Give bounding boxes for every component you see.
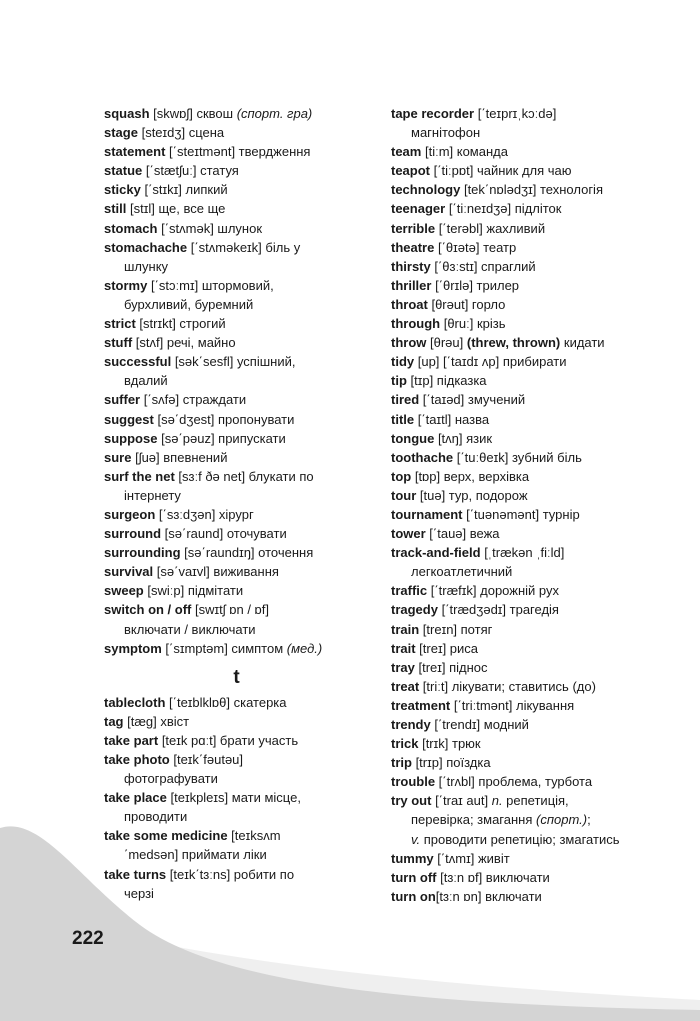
dictionary-entry — [104, 731, 389, 750]
entry-continuation: черзі — [124, 885, 154, 901]
entry-definition: [΄tiːpɒt] чайник для чаю — [430, 163, 572, 179]
entry-definition-noun: репетиція, — [502, 793, 569, 809]
entry-headword: throw — [391, 335, 427, 351]
entry-definition: [steɪdʒ] сцена — [137, 125, 225, 141]
entry-headword: throat — [391, 296, 428, 312]
entry-definition: [tek΄nɒlədʒɪ] технологія — [460, 182, 603, 198]
entry-headword: toothache — [391, 449, 454, 465]
entry-continuation: вдалий — [124, 373, 168, 389]
entry-definition: [΄teɪprɪˌkɔːdə] — [474, 106, 557, 121]
dictionary-entry — [391, 734, 691, 753]
entry-definition: [tiːm] команда — [421, 144, 508, 160]
dictionary-entry — [104, 505, 389, 524]
entry-headword: train — [391, 621, 420, 637]
entry-headword: try out — [391, 793, 432, 809]
dictionary-entry — [104, 180, 389, 199]
entry-definition: [΄triːtmənt] лікування — [450, 697, 575, 713]
entry-abbreviation: (спорт.) — [536, 812, 588, 828]
dictionary-entry — [391, 429, 691, 448]
entry-definition: [΄θrɪlə] трилер — [431, 277, 520, 293]
dictionary-entry — [104, 352, 389, 390]
entry-headword: trip — [391, 755, 412, 771]
entry-definition: [strɪkt] строгий — [135, 316, 226, 332]
entry-definition: [treɪn] потяг — [419, 621, 493, 637]
entry-headword: trait — [391, 640, 416, 656]
entry-headword: tour — [391, 487, 417, 503]
entry-definition: [΄trædʒədɪ] трагедія — [437, 602, 559, 618]
entry-definition: [tʌŋ] язик — [434, 430, 493, 446]
entry-headword: treat — [391, 678, 420, 694]
dictionary-entry — [391, 276, 691, 295]
entry-headword: terrible — [391, 220, 436, 236]
entry-headword: successful — [104, 354, 172, 370]
dictionary-entry — [104, 448, 389, 467]
entry-headword: tragedy — [391, 602, 438, 618]
dictionary-entry — [391, 849, 691, 868]
entry-definition: [teɪkpleɪs] мати місце, — [166, 790, 301, 806]
entry-definition: [teɪk΄tɜːns] робити по — [166, 866, 295, 882]
dictionary-entry — [391, 639, 691, 658]
entry-definition: [΄θɪətə] театр — [434, 239, 517, 255]
entries-t-section-left — [104, 693, 389, 903]
entry-headword: thirsty — [391, 258, 431, 274]
entry-definition: [tɜːn ɒf] виключати — [436, 869, 550, 885]
entry-headword: track-and-field — [391, 545, 481, 561]
entry-definition: [΄stɔːmɪ] штормовий, — [147, 277, 274, 293]
entry-definition: [΄tuənəmənt] турнір — [462, 506, 580, 522]
entry-headword: symptom — [104, 640, 162, 656]
entry-definition: [stʌf] речі, майно — [132, 335, 236, 351]
dictionary-entry — [104, 333, 389, 352]
entry-headword: surf the net — [104, 468, 175, 484]
entry-headword: stage — [104, 125, 138, 141]
entry-definition: [θrəut] горло — [427, 296, 506, 312]
entry-headword: take part — [104, 732, 159, 748]
dictionary-entry — [104, 219, 389, 238]
entry-definition: [treɪ] риса — [415, 640, 479, 656]
dictionary-entry — [104, 429, 389, 448]
dictionary-entry — [391, 677, 691, 696]
entry-headword: tower — [391, 526, 426, 542]
entry-definition: [sə΄dʒest] пропонувати — [153, 411, 295, 427]
entry-headword: suppose — [104, 430, 158, 446]
entry-headword: trendy — [391, 717, 431, 732]
entry-definition: [΄tauə] вежа — [425, 526, 500, 542]
entry-definition: [tɒp] верх, верхівка — [411, 468, 530, 484]
entry-continuation — [391, 830, 691, 849]
entry-definition: [΄θɜːstɪ] спраглий — [430, 258, 536, 274]
entry-definition: [trɪp] поїздка — [411, 755, 491, 771]
dictionary-entry — [104, 314, 389, 333]
entry-definition: [θruː] крізь — [440, 316, 506, 332]
entry-headword: suggest — [104, 411, 154, 427]
entry-definition: [tæg] хвіст — [123, 713, 190, 729]
entry-headword: thriller — [391, 277, 432, 293]
dictionary-entry — [391, 868, 691, 887]
entry-headword: statue — [104, 163, 143, 179]
dictionary-entry — [391, 142, 691, 161]
entry-definition: [΄sʌfə] страждати — [140, 392, 247, 408]
entry-continuation: магнітофон — [411, 125, 481, 141]
dictionary-entry — [104, 600, 389, 638]
entry-headword: trouble — [391, 774, 436, 790]
dictionary-entry — [391, 199, 691, 218]
dictionary-entry — [391, 295, 691, 314]
entry-definition: [treɪ] піднос — [414, 659, 488, 675]
entry-headword: strict — [104, 316, 136, 332]
entry-headword: title — [391, 411, 415, 427]
dictionary-entry — [391, 410, 691, 429]
entry-definition: [΄stʌmək] шлунок — [157, 220, 263, 236]
entry-definition: [΄sɪmptəm] симптом — [161, 640, 287, 656]
entry-definition: [΄træfɪk] дорожній рух — [427, 583, 559, 599]
entry-headword: take photo — [104, 752, 170, 767]
dictionary-entry — [391, 524, 691, 543]
dictionary-entry — [391, 180, 691, 199]
entry-continuation: легкоатлетичний — [411, 564, 513, 580]
entry-definition: [sə΄vaɪvl] виживання — [153, 564, 279, 580]
entry-definition: [skwɒʃ] сквош — [149, 106, 237, 121]
entry-headword: stomachache — [104, 239, 188, 255]
entry-definition: [΄taɪtl] назва — [414, 411, 490, 427]
entry-headword: tidy — [391, 354, 415, 370]
entry-headword: tired — [391, 392, 420, 408]
dictionary-entry — [391, 715, 691, 734]
entry-definition: [tɜːn ɒn] включати — [435, 888, 542, 904]
dictionary-entry — [104, 543, 389, 562]
dictionary-entry — [104, 390, 389, 409]
entry-headword: tag — [104, 713, 124, 729]
entry-continuation: шлунку — [124, 258, 169, 274]
entry-definition: [up] [΄taɪdɪ ʌp] прибирати — [414, 354, 567, 370]
entry-headword: surgeon — [104, 506, 156, 522]
entry-headword: traffic — [391, 583, 428, 599]
entry-headword: tray — [391, 659, 415, 675]
dictionary-entry — [391, 658, 691, 677]
entry-definition: [swiːp] підмітати — [143, 583, 244, 599]
right-column — [391, 104, 691, 906]
entry-definition: [΄tiːneɪdʒə] підліток — [445, 201, 562, 217]
dictionary-entry — [104, 238, 389, 276]
entry-definition: [sə΄raund] оточувати — [161, 526, 287, 542]
entry-headword: stomach — [104, 220, 158, 236]
entry-headword: surround — [104, 526, 162, 542]
entry-definition: [sə΄raundɪŋ] оточення — [180, 545, 314, 561]
section-letter-heading: t — [233, 666, 240, 688]
entry-headword: statement — [104, 144, 166, 160]
dictionary-entry — [391, 390, 691, 409]
entry-definition: [trɪk] трюк — [418, 736, 481, 752]
entry-definition: [΄stætʃuː] статуя — [142, 163, 239, 179]
entry-definition: [teɪk΄fəutəu] — [169, 752, 244, 767]
dictionary-entry — [391, 486, 691, 505]
entry-headword: tip — [391, 373, 407, 389]
dictionary-entry — [104, 104, 389, 123]
dictionary-entry — [391, 753, 691, 772]
entry-definition: [΄stɪkɪ] липкий — [140, 182, 228, 198]
pos-verb-mark: v. — [411, 831, 421, 847]
dictionary-entry — [104, 123, 389, 142]
entry-headword: still — [104, 201, 127, 217]
left-column — [104, 104, 389, 903]
entry-continuation: проводити — [124, 809, 188, 825]
dictionary-entry — [391, 238, 691, 257]
dictionary-entry — [391, 104, 691, 142]
entry-definition: [tuə] тур, подорож — [416, 487, 528, 503]
entry-headword: tape recorder — [391, 106, 475, 121]
dictionary-entry — [391, 543, 691, 581]
entry-definition: [triːt] лікувати; ставитись (до) — [419, 678, 596, 694]
entry-definition: [΄sɜːdʒən] хірург — [155, 506, 254, 522]
dictionary-entry — [104, 639, 389, 658]
entry-headword: sticky — [104, 182, 141, 198]
dictionary-entry — [104, 693, 389, 712]
dictionary-entry — [104, 826, 389, 864]
entry-headword: surrounding — [104, 545, 181, 561]
entry-definition-verb: проводити репетицію; змагатись — [420, 831, 620, 847]
entry-headword: take some medicine — [104, 828, 228, 844]
entry-abbreviation: (мед.) — [286, 640, 323, 656]
dictionary-entry — [104, 562, 389, 581]
entry-headword: stuff — [104, 335, 133, 351]
entry-headword: turn off — [391, 869, 437, 885]
entry-continuation: бурхливий, буремний — [124, 296, 254, 312]
entry-headword: switch on / off — [104, 602, 192, 618]
dictionary-entry — [104, 865, 389, 903]
dictionary-entry — [391, 887, 691, 906]
entry-headword: sure — [104, 449, 132, 465]
dictionary-entry — [104, 524, 389, 543]
dictionary-entry — [391, 219, 691, 238]
dictionary-entry — [104, 712, 389, 731]
entry-definition: [΄tuːθeɪk] зубний біль — [453, 449, 582, 465]
dictionary-entry — [391, 333, 691, 352]
entry-definition: [sɜːf ðə net] блукати по — [174, 468, 314, 484]
entry-headword: tongue — [391, 430, 435, 446]
entry-headword: team — [391, 144, 422, 160]
dictionary-entry — [391, 161, 691, 180]
dictionary-entry — [104, 161, 389, 180]
entries-t-section-right — [391, 104, 691, 906]
entry-headword: suffer — [104, 392, 141, 408]
entry-definition: [sə΄pəuz] припускати — [157, 430, 286, 446]
dictionary-entry — [391, 581, 691, 600]
entry-headword: teenager — [391, 201, 446, 217]
entry-definition: [΄tʌmɪ] живіт — [433, 850, 510, 866]
entry-definition: [θrəu] — [426, 335, 467, 351]
entry-headword: tummy — [391, 850, 434, 866]
entry-definition: [tɪp] підказка — [406, 373, 487, 389]
dictionary-entry — [391, 772, 691, 791]
entry-headword: turn on — [391, 888, 436, 904]
entry-headword: sweep — [104, 583, 144, 599]
entry-definition: [sək΄sesfl] успішний, — [171, 354, 296, 370]
dictionary-entry — [391, 505, 691, 524]
dictionary-entry — [391, 257, 691, 276]
entry-definition-2: кидати — [560, 335, 605, 351]
entry-continuation: включати / виключати — [124, 621, 256, 637]
dictionary-entry — [104, 581, 389, 600]
entry-definition: [ˌtrækən ˌfiːld] — [480, 545, 565, 561]
entry-definition: [stɪl] ще, все ще — [126, 201, 226, 217]
entry-headword: tournament — [391, 506, 463, 522]
dictionary-entry — [391, 448, 691, 467]
entry-definition-noun-2: перевірка; змагання — [411, 812, 537, 828]
pos-noun-mark: n. — [491, 793, 503, 809]
entry-definition: [΄traɪ aut] — [431, 793, 492, 809]
dictionary-entry — [104, 199, 389, 218]
dictionary-entry — [391, 791, 691, 848]
entry-definition: [΄terəbl] жахливий — [435, 220, 546, 236]
entry-headword: teapot — [391, 163, 430, 179]
dictionary-entry — [104, 467, 389, 505]
page-number: 222 — [72, 928, 104, 949]
entry-headword: top — [391, 468, 412, 484]
entry-headword: take turns — [104, 866, 167, 882]
entry-headword: tablecloth — [104, 694, 166, 710]
dictionary-entry — [391, 467, 691, 486]
entry-headword: trick — [391, 736, 419, 752]
entry-definition: [swɪtʃ ɒn / ɒf] — [191, 602, 269, 618]
entries-s-section — [104, 104, 389, 658]
entry-continuation: інтернету — [124, 487, 181, 503]
entry-continuation — [391, 810, 691, 829]
entry-forms: (threw, thrown) — [466, 335, 561, 351]
dictionary-entry — [104, 142, 389, 161]
dictionary-entry — [391, 696, 691, 715]
dictionary-entry — [391, 352, 691, 371]
dictionary-entry — [104, 276, 389, 314]
dictionary-entry — [391, 620, 691, 639]
dictionary-entry — [391, 371, 691, 390]
entry-headword: theatre — [391, 239, 435, 255]
entry-definition: [teɪksʌm — [227, 828, 281, 844]
entry-punctuation: ; — [587, 812, 591, 828]
entry-headword: technology — [391, 182, 461, 198]
entry-headword: squash — [104, 106, 150, 121]
dictionary-entry — [391, 314, 691, 333]
entry-definition: [΄steɪtmənt] твердження — [165, 144, 311, 160]
entry-headword: survival — [104, 564, 154, 580]
dictionary-entry — [104, 750, 389, 788]
entry-definition: [΄stʌməkeɪk] біль у — [187, 239, 301, 255]
entry-definition: [΄trʌbl] проблема, турбота — [435, 774, 593, 790]
entry-headword: through — [391, 316, 441, 332]
dictionary-entry — [104, 410, 389, 429]
entry-abbreviation: (спорт. гра) — [236, 106, 313, 121]
dictionary-entry — [391, 600, 691, 619]
entry-definition: [΄teɪblklɒθ] скатерка — [165, 694, 287, 710]
dictionary-entry — [104, 788, 389, 826]
entry-definition: [΄trendɪ] модний — [430, 717, 529, 732]
entry-definition: [teɪk pɑːt] брати участь — [158, 732, 299, 748]
entry-headword: take place — [104, 790, 167, 806]
entry-continuation: фотографувати — [124, 771, 218, 787]
entry-headword: treatment — [391, 697, 451, 713]
entry-headword: stormy — [104, 277, 148, 293]
entry-definition: [ʃuə] впевнений — [131, 449, 228, 465]
entry-definition: [΄taɪəd] змучений — [419, 392, 526, 408]
entry-continuation: ΄medsən] приймати ліки — [124, 847, 267, 863]
